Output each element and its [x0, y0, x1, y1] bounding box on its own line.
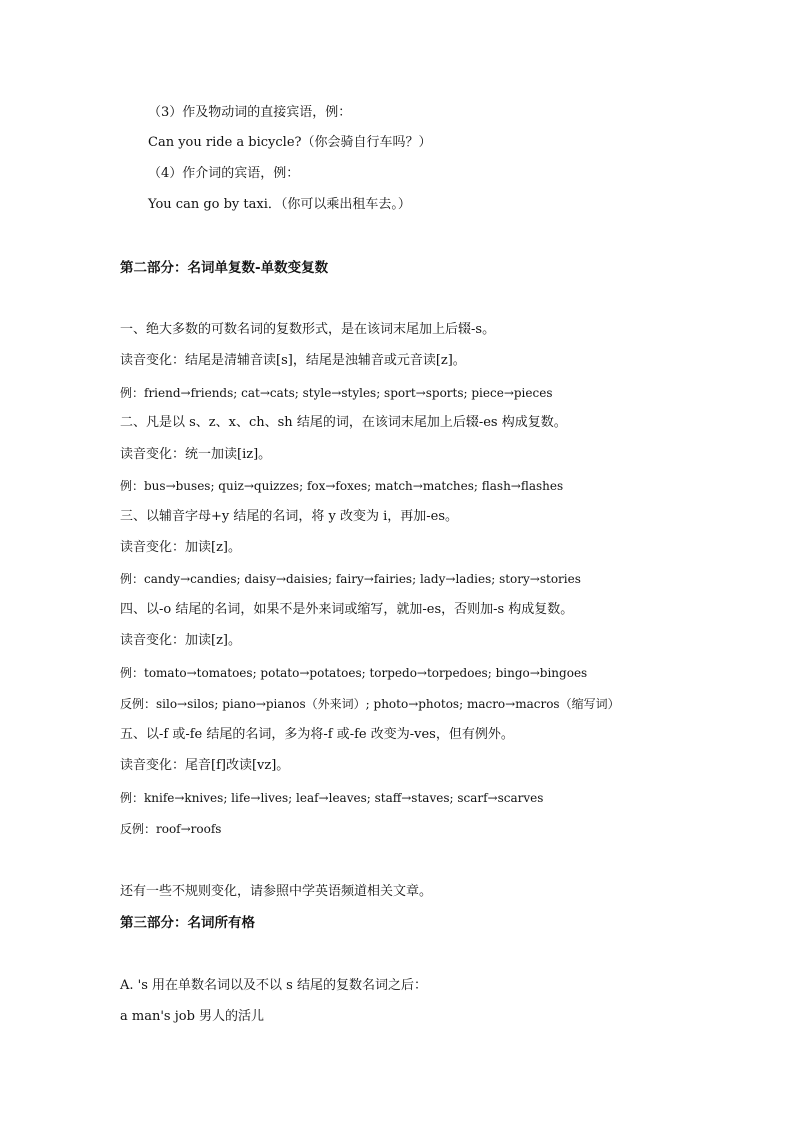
rule-heading: 一、绝大多数的可数名词的复数形式，是在该词末尾加上后辍-s。: [120, 322, 496, 337]
counter-example-line: 反例：roof→roofs: [120, 822, 222, 836]
example-line: 例：tomato→tomatoes; potato→potatoes; torpedo→torpedoes; bingo→bingoes: [120, 666, 588, 680]
example-line: a man's job 男人的活儿: [120, 1009, 265, 1024]
pronunciation-note: 读音变化：加读[z]。: [120, 540, 241, 555]
section-heading: 第三部分：名词所有格: [120, 915, 255, 931]
text-line: You can go by taxi．（你可以乘出租车去。）: [148, 197, 411, 212]
pronunciation-note: 读音变化：结尾是清辅音读[s]，结尾是浊辅音或元音读[z]。: [120, 353, 466, 368]
rule-heading: 五、以-f 或-fe 结尾的名词，多为将-f 或-fe 改变为-ves，但有例外。: [120, 727, 514, 742]
example-line: 例：bus→buses; quiz→quizzes; fox→foxes; match→matches; flash→flashes: [120, 479, 564, 493]
text-line: （3）作及物动词的直接宾语，例：: [148, 105, 352, 120]
pronunciation-note: 读音变化：尾音[f]改读[vz]。: [120, 758, 290, 773]
note-line: 还有一些不规则变化，请参照中学英语频道相关文章。: [120, 884, 433, 899]
example-line: 例：knife→knives; life→lives; leaf→leaves; staff→staves; scarf→scarves: [120, 791, 544, 805]
text-line: Can you ride a bicycle?（你会骑自行车吗？）: [148, 135, 432, 150]
section-heading: 第二部分：名词单复数-单数变复数: [120, 260, 329, 276]
counter-example-line: 反例：silo→silos; piano→pianos（外来词）; photo→photos; macro→macros（缩写词）: [120, 697, 620, 711]
text-line: （4）作介词的宾语，例：: [148, 166, 300, 181]
pronunciation-note: 读音变化：加读[z]。: [120, 633, 241, 648]
example-line: 例：candy→candies; daisy→daisies; fairy→fairies; lady→ladies; story→stories: [120, 572, 581, 586]
rule-heading: 二、凡是以 s、z、x、ch、sh 结尾的词，在该词末尾加上后辍-es 构成复数。: [120, 415, 567, 430]
rule-heading: 四、以-o 结尾的名词，如果不是外来词或缩写，就加-es，否则加-s 构成复数。: [120, 602, 574, 617]
rule-heading: 三、以辅音字母+y 结尾的名词，将 y 改变为 i，再加-es。: [120, 509, 459, 524]
example-line: 例：friend→friends; cat→cats; style→styles; sport→sports; piece→pieces: [120, 386, 553, 400]
rule-heading: A. 's 用在单数名词以及不以 s 结尾的复数名词之后：: [120, 978, 427, 993]
pronunciation-note: 读音变化：统一加读[iz]。: [120, 447, 272, 462]
